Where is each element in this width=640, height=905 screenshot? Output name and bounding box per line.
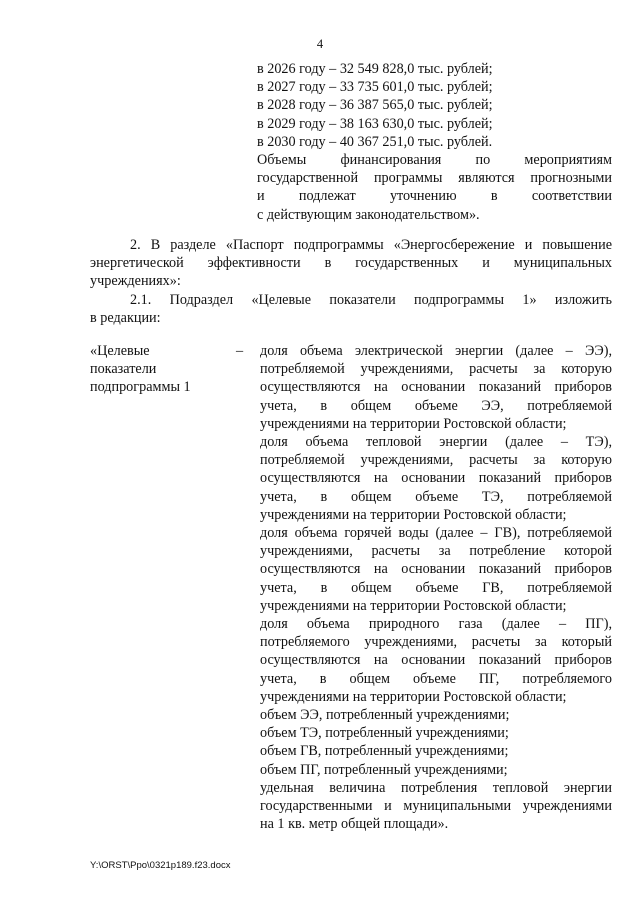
indicator-line: учреждениями на территории Ростовской области; [260,415,567,432]
indicator-line: удельная величина потребления тепловой энергии [260,779,612,796]
subsection-2-1-line: 2.1. Подраздел «Целевые показатели подпрограммы 1» изложить [130,291,612,308]
indicator-line: объем ПГ, потребленный учреждениями; [260,761,508,778]
section-2 [90,236,612,327]
financing-year-line: в 2026 году – 32 549 828,0 тыс. рублей; [257,61,493,77]
indicator-line: объем ТЭ, потребленный учреждениями; [260,725,509,742]
financing-year-line: в 2027 году – 33 735 601,0 тыс. рублей; [257,79,493,96]
indicators-label [90,342,230,397]
indicator-line: потребляемого учреждениями, расчеты за который [260,634,612,651]
indicator-line: учета, в общем объеме ГВ, потребляемой [260,579,612,596]
indicator-line: учета, в общем объеме ТЭ, потребляемой [260,488,612,505]
financing-note-line: Объемы финансирования по мероприятиям [257,152,612,169]
indicator-line: учреждениями на территории Ростовской области; [260,506,567,523]
indicator-line: учреждениями, расчеты за потребление которой [260,543,612,560]
indicator-line: осуществляются на основании показаний приборов [260,379,612,396]
indicator-line: на 1 кв. метр общей площади». [260,816,449,833]
indicator-line: осуществляются на основании показаний приборов [260,470,612,487]
section-2-paragraph-line: учреждениях»: [90,273,181,290]
financing-year-line: в 2028 году – 36 387 565,0 тыс. рублей; [257,97,493,114]
financing-year-line: в 2030 году – 40 367 251,0 тыс. рублей. [257,133,493,150]
financing-block [257,60,612,224]
file-path-footer: Y:\ORST\Ppo\0321p189.f23.docx [90,860,231,871]
section-2-paragraph-line: 2. В разделе «Паспорт подпрограммы «Энергосбережение и повышение [130,237,612,253]
indicator-line: учета, в общем объеме ПГ, потребляемого [260,670,612,687]
indicator-line: государственными и муниципальными учреждениями [260,798,612,815]
financing-note-line: с действующим законодательством». [257,206,480,223]
indicator-line: учреждениями на территории Ростовской области; [260,688,567,705]
indicator-line: потребляемой учреждениями, расчеты за которую [260,361,612,378]
indicators-label-line: подпрограммы 1 [90,379,191,396]
subsection-2-1-line: в редакции: [90,309,161,326]
indicator-line: доля объема тепловой энергии (далее – ТЭ), [260,434,612,451]
page-number: 4 [316,37,324,51]
indicator-line: учета, в общем объеме ЭЭ, потребляемой [260,397,612,414]
indicators-label-line: «Целевые [90,343,150,359]
indicators-label-line: показатели [90,361,157,378]
section-2-paragraph-line: энергетической эффективности в государственных и муниципальных [90,255,612,272]
indicator-line: осуществляются на основании показаний приборов [260,652,612,669]
indicator-line: доля объема электрической энергии (далее – ЭЭ), [260,343,612,359]
indicators-dash: – [236,343,244,359]
indicator-line: доля объема горячей воды (далее – ГВ), потребляемой [260,525,612,542]
indicator-line: осуществляются на основании показаний приборов [260,561,612,578]
indicator-line: учреждениями на территории Ростовской области; [260,597,567,614]
indicator-line: потребляемой учреждениями, расчеты за которую [260,452,612,469]
indicator-line: доля объема природного газа (далее – ПГ), [260,616,612,633]
financing-note-line: и подлежат уточнению в соответствии [257,188,612,205]
indicator-line: объем ГВ, потребленный учреждениями; [260,743,509,760]
financing-note-line: государственной программы являются прогнозными [257,170,612,187]
financing-year-line: в 2029 году – 38 163 630,0 тыс. рублей; [257,115,493,132]
indicators-list [260,342,612,833]
indicator-line: объем ЭЭ, потребленный учреждениями; [260,707,510,724]
